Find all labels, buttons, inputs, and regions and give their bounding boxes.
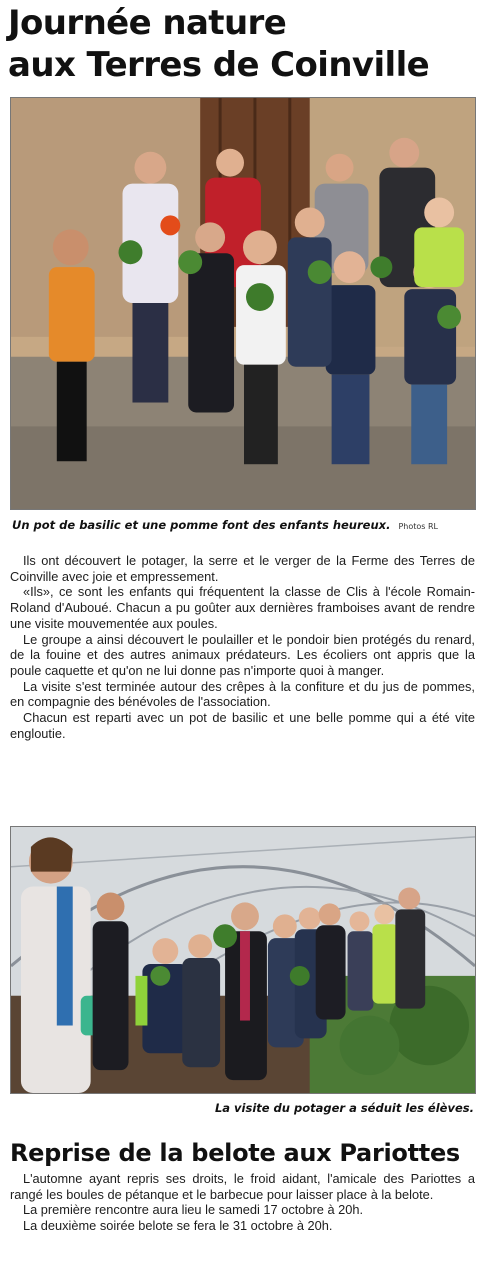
article-1-body [10,553,475,741]
photo-greenhouse-visit [10,826,476,1094]
photo-children-farm [10,97,476,510]
article-2-headline: Reprise de la belote aux Pariottes [10,1139,460,1167]
photo-credit: Photos RL [398,522,438,531]
article-2-body [10,1171,475,1234]
photo-1-caption [12,518,438,532]
photo-1-caption-text: Un pot de basilic et une pomme font des enfants heureux. [12,518,391,532]
headline-line-1: Journée nature [8,3,287,43]
article-headline [8,2,480,86]
article-1-paragraph: La visite s'est terminée autour des crêpes à la confiture et du jus de pommes, en compagnie des bénévoles de l'association. [10,678,475,710]
article-1-paragraph: Le groupe a ainsi découvert le poulailler et le pondoir bien protégés du renard, de la fouine et des autres animaux prédateurs. Les écoliers ont appris que la poule caquette et qu'on ne lui donne pas n'importe quoi à manger. [10,631,475,678]
photo-2-caption: La visite du potager a séduit les élèves. [214,1101,474,1115]
article-2-paragraph: La première rencontre aura lieu le samedi 17 octobre à 20h. [23,1202,364,1218]
headline-line-2: aux Terres de Coinville [8,45,430,85]
photo-children-farm-image [11,98,475,509]
article-1-paragraph: «Ils», ce sont les enfants qui fréquentent la classe de Clis à l'école Romain-Roland d'Auboué. Chacun a pu goûter aux dernières framboises avant de rendre une visite mouvementée aux poules. [10,584,475,631]
article-2-paragraph: L'automne ayant repris ses droits, le froid aidant, l'amicale des Pariottes a rangé les boules de pétanque et le barbecue pour laisser place à la belote. [10,1171,475,1202]
article-1-paragraph: Chacun est reparti avec un pot de basilic et une belle pomme qui a été vite engloutie. [10,710,475,741]
photo-greenhouse-image [11,827,475,1093]
article-2-paragraph: La deuxième soirée belote se fera le 31 octobre à 20h. [23,1218,333,1234]
article-1-paragraph: Ils ont découvert le potager, la serre et le verger de la Ferme des Terres de Coinville avec joie et empressement. [10,553,475,584]
